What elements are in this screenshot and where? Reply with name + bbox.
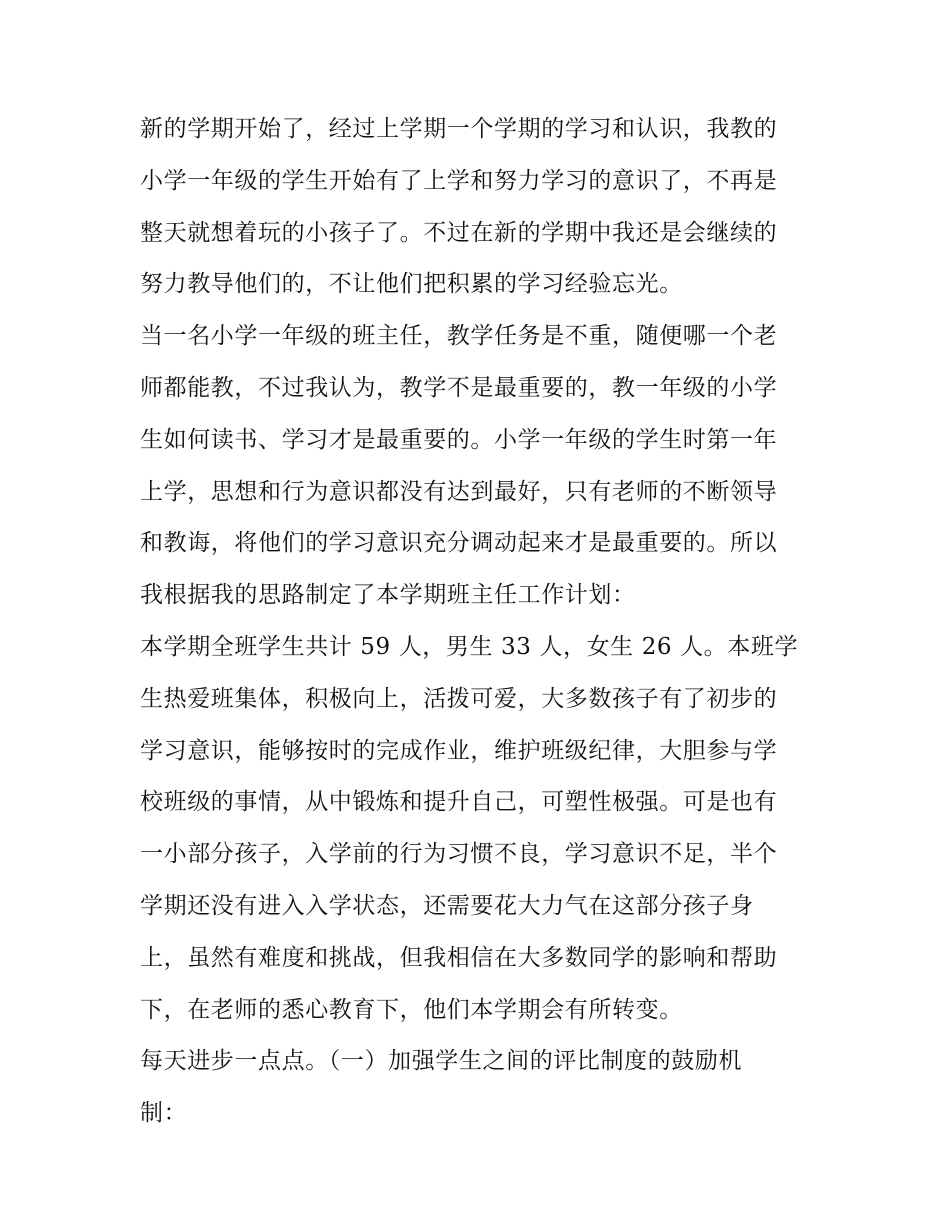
text-line: 制： xyxy=(140,1100,188,1127)
text-line: 每天进步一点点。（一）加强学生之间的评比制度的鼓励机 xyxy=(140,1048,743,1075)
text-line: 上，虽然有难度和挑战，但我相信在大多数同学的影响和帮助 xyxy=(140,944,778,971)
text-line: 我根据我的思路制定了本学期班主任工作计划： xyxy=(140,582,636,609)
text-line: 学期还没有进入入学状态，还需要花大力气在这部分孩子身 xyxy=(140,892,754,919)
text-line: 生热爱班集体，积极向上，活拨可爱，大多数孩子有了初步的 xyxy=(140,685,778,712)
text-line: 上学，思想和行为意识都没有达到最好，只有老师的不断领导 xyxy=(140,478,778,505)
text-line: 本学期全班学生共计 59 人，男生 33 人，女生 26 人。本班学 xyxy=(140,633,799,660)
body-text xyxy=(140,104,820,1140)
text-line: 和教诲，将他们的学习意识充分调动起来才是最重要的。所以 xyxy=(140,530,778,557)
text-line: 师都能教，不过我认为，教学不是最重要的，教一年级的小学 xyxy=(140,374,778,401)
text-line: 新的学期开始了，经过上学期一个学期的学习和认识，我教的 xyxy=(140,116,778,142)
text-line: 生如何读书、学习才是最重要的。小学一年级的学生时第一年 xyxy=(140,426,778,453)
text-line: 学习意识，能够按时的完成作业，维护班级纪律，大胆参与学 xyxy=(140,737,778,764)
text-line: 努力教导他们的，不让他们把积累的学习经验忘光。 xyxy=(140,271,683,298)
text-line: 下，在老师的悉心教育下，他们本学期会有所转变。 xyxy=(140,996,683,1023)
text-line: 一小部分孩子，入学前的行为习惯不良，学习意识不足，半个 xyxy=(140,841,778,868)
text-line: 小学一年级的学生开始有了上学和努力学习的意识了，不再是 xyxy=(140,167,778,194)
text-line: 整天就想着玩的小孩子了。不过在新的学期中我还是会继续的 xyxy=(140,219,778,246)
text-line: 校班级的事情，从中锻炼和提升自己，可塑性极强。可是也有 xyxy=(140,789,778,816)
text-line: 当一名小学一年级的班主任，教学任务是不重，随便哪一个老 xyxy=(140,323,778,350)
